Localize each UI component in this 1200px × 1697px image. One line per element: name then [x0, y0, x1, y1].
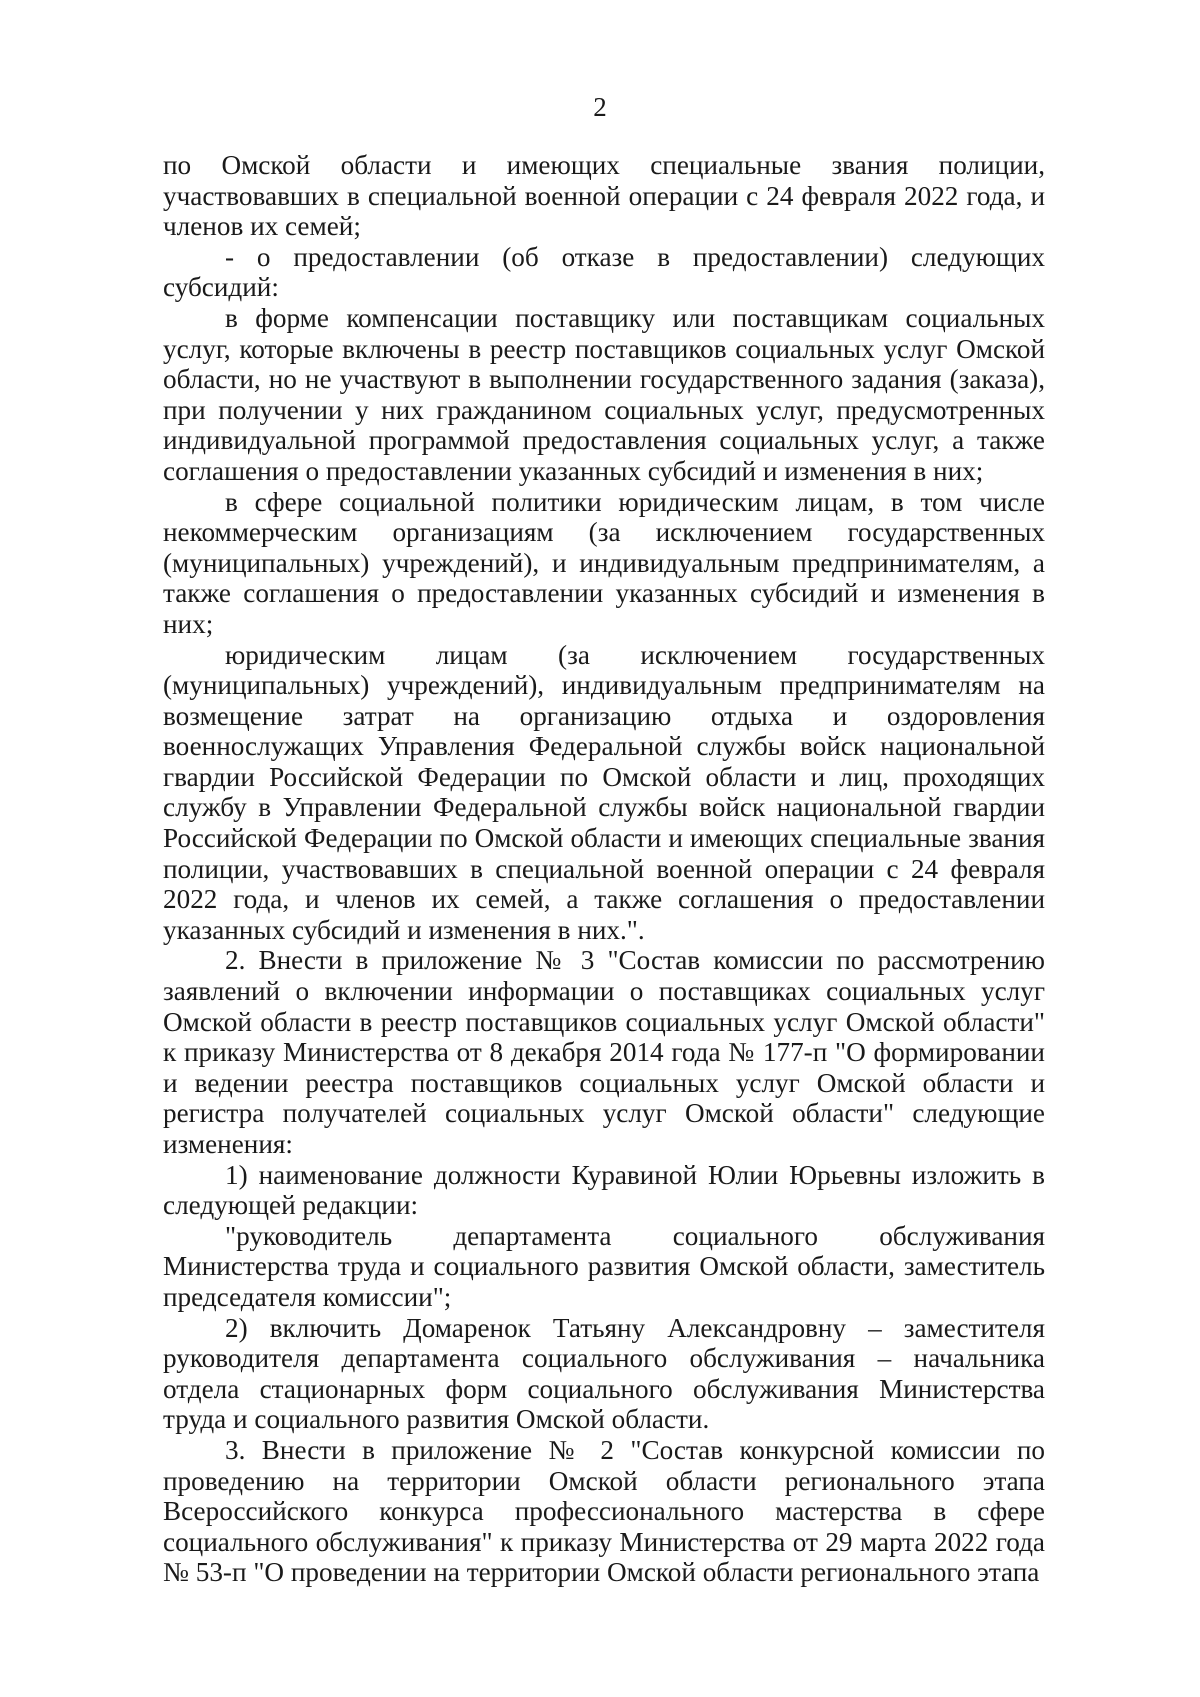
paragraph-item-2: 2. Внести в приложение № 3 "Состав комиссии по рассмотрению заявлений о включении информации о поставщиках социальных услуг Омской области в реестр поставщиков социальных услуг Омской области" к приказу Министерства от 8 декабря 2014 года № 177-п "О формировании и ведении реестра поставщиков социальных услуг Омской области и регистра получателей социальных услуг Омской области" следующие изменения: — [163, 945, 1045, 1159]
paragraph-item-2-1: 1) наименование должности Куравиной Юлии Юрьевны изложить в следующей редакции: — [163, 1159, 1045, 1221]
paragraph-subsidy-social-policy: в сфере социальной политики юридическим лицам, в том числе некоммерческим организациям (за исключением государственных (муниципальных) учреждений), и индивидуальным предпринимателям, а также соглашения о предоставлении указанных субсидий и изменения в них; — [163, 486, 1045, 639]
paragraph-item-2-1-quote: "руководитель департамента социального обслуживания Министерства труда и социального развития Омской области, заместитель председателя комиссии"; — [163, 1220, 1045, 1312]
paragraph-item-3: 3. Внести в приложение № 2 "Состав конкурсной комиссии по проведению на территории Омской области регионального этапа Всероссийского конкурса профессионального мастерства в сфере социального обслуживания" к приказу Министерства от 29 марта 2022 года № 53-п "О проведении на территории Омской области регионального этапа — [163, 1434, 1045, 1588]
page-number: 2 — [593, 92, 607, 122]
paragraph-subsidy-recreation: юридическим лицам (за исключением государственных (муниципальных) учреждений), индивидуальным предпринимателям на возмещение затрат на организацию отдыха и оздоровления военнослужащих Управления Федеральной службы войск национальной гвардии Российской Федерации по Омской области и лиц, проходящих службу в Управлении Федеральной службы войск национальной гвардии Российской Федерации по Омской области и имеющих специальные звания полиции, участвовавших в специальной военной операции с 24 февраля 2022 года, и членов их семей, а также соглашения о предоставлении указанных субсидий и изменения в них.". — [163, 639, 1045, 945]
document-body — [163, 150, 1045, 1588]
paragraph-item-2-2: 2) включить Домаренок Татьяну Александровну – заместителя руководителя департамента социального обслуживания – начальника отдела стационарных форм социального обслуживания Министерства труда и социального развития Омской области. — [163, 1312, 1045, 1435]
paragraph-continuation: по Омской области и имеющих специальные звания полиции, участвовавших в специальной военной операции с 24 февраля 2022 года, и членов их семей; — [163, 150, 1045, 242]
paragraph-subsidies-intro: - о предоставлении (об отказе в предоставлении) следующих субсидий: — [163, 241, 1045, 303]
paragraph-subsidy-compensation: в форме компенсации поставщику или поставщикам социальных услуг, которые включены в реестр поставщиков социальных услуг Омской области, но не участвуют в выполнении государственного задания (заказа), при получении у них гражданином социальных услуг, предусмотренных индивидуальной программой предоставления социальных услуг, а также соглашения о предоставлении указанных субсидий и изменения в них; — [163, 302, 1045, 486]
